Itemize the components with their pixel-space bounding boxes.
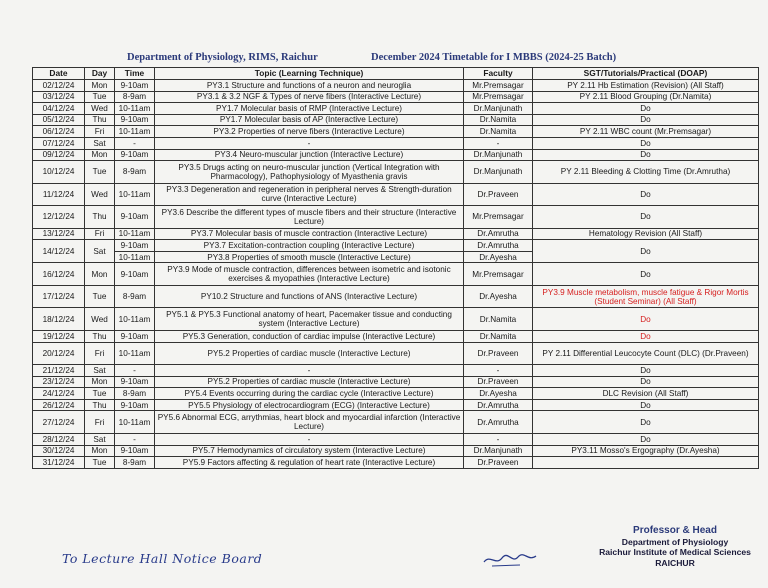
table-cell: PY5.1 & PY5.3 Functional anatomy of heart, Pacemaker tissue and conducting system (Interactive Lecture) bbox=[155, 308, 464, 331]
table-cell: Thu bbox=[85, 114, 115, 126]
table-cell: Dr.Praveen bbox=[464, 457, 533, 469]
table-cell: PY5.2 Properties of cardiac muscle (Interactive Lecture) bbox=[155, 376, 464, 388]
table-cell: PY5.6 Abnormal ECG, arrythmias, heart block and myocardial infarction (Interactive Lecture) bbox=[155, 411, 464, 434]
table-cell: 30/12/24 bbox=[33, 445, 85, 457]
table-cell: PY3.1 & 3.2 NGF & Types of nerve fibers (Interactive Lecture) bbox=[155, 91, 464, 103]
table-cell: PY10.2 Structure and functions of ANS (Interactive Lecture) bbox=[155, 285, 464, 308]
table-row bbox=[33, 433, 759, 445]
table-row bbox=[33, 388, 759, 400]
table-cell: PY3.6 Describe the different types of muscle fibers and their structure (Interactive Lecture) bbox=[155, 206, 464, 229]
table-header-row bbox=[33, 68, 759, 80]
table-cell: Tue bbox=[85, 91, 115, 103]
table-cell: 8-9am bbox=[115, 388, 155, 400]
table-cell: - bbox=[155, 365, 464, 377]
table-cell bbox=[533, 457, 759, 469]
table-cell: Sat bbox=[85, 240, 115, 263]
table-row bbox=[33, 80, 759, 92]
table-cell: Tue bbox=[85, 457, 115, 469]
table-cell: Tue bbox=[85, 388, 115, 400]
table-cell: Hematology Revision (All Staff) bbox=[533, 228, 759, 240]
table-cell: 10-11am bbox=[115, 251, 155, 263]
table-cell: PY3.9 Mode of muscle contraction, differences between isometric and isotonic exercises & myopathies (Interactive Lecture) bbox=[155, 263, 464, 286]
table-cell: Dr.Manjunath bbox=[464, 103, 533, 115]
table-cell: 03/12/24 bbox=[33, 91, 85, 103]
table-cell: PY5.9 Factors affecting & regulation of heart rate (Interactive Lecture) bbox=[155, 457, 464, 469]
table-cell: 9-10am bbox=[115, 240, 155, 252]
table-cell: 10-11am bbox=[115, 126, 155, 138]
table-cell: Do bbox=[533, 263, 759, 286]
table-cell: PY3.11 Mosso's Ergography (Dr.Ayesha) bbox=[533, 445, 759, 457]
table-cell: Dr.Manjunath bbox=[464, 161, 533, 184]
timetable bbox=[32, 67, 759, 469]
table-cell: Do bbox=[533, 365, 759, 377]
table-row bbox=[33, 399, 759, 411]
table-cell: Mon bbox=[85, 80, 115, 92]
table-cell: Do bbox=[533, 399, 759, 411]
table-row bbox=[33, 285, 759, 308]
table-cell: PY3.8 Properties of smooth muscle (Interactive Lecture) bbox=[155, 251, 464, 263]
table-cell: PY5.7 Hemodynamics of circulatory system (Interactive Lecture) bbox=[155, 445, 464, 457]
table-cell: - bbox=[155, 433, 464, 445]
table-cell: 9-10am bbox=[115, 114, 155, 126]
table-cell: 8-9am bbox=[115, 285, 155, 308]
table-row bbox=[33, 114, 759, 126]
table-cell: Do bbox=[533, 433, 759, 445]
table-cell: Dr.Manjunath bbox=[464, 445, 533, 457]
table-cell: PY1.7 Molecular basis of RMP (Interactive Lecture) bbox=[155, 103, 464, 115]
table-cell: Wed bbox=[85, 183, 115, 206]
table-cell: Dr.Namita bbox=[464, 126, 533, 138]
table-row bbox=[33, 240, 759, 252]
table-cell: Mr.Premsagar bbox=[464, 91, 533, 103]
signature-line: Raichur Institute of Medical Sciences bbox=[599, 547, 751, 558]
table-cell: 9-10am bbox=[115, 376, 155, 388]
table-cell: Dr.Ayesha bbox=[464, 285, 533, 308]
table-cell: 17/12/24 bbox=[33, 285, 85, 308]
table-cell: - bbox=[115, 433, 155, 445]
table-row bbox=[33, 137, 759, 149]
table-cell: Fri bbox=[85, 411, 115, 434]
table-cell: PY 2.11 Differential Leucocyte Count (DLC) (Dr.Praveen) bbox=[533, 342, 759, 365]
table-cell: - bbox=[115, 365, 155, 377]
table-cell: Dr.Namita bbox=[464, 114, 533, 126]
table-cell: 8-9am bbox=[115, 457, 155, 469]
column-header: Date bbox=[33, 68, 85, 80]
table-row bbox=[33, 376, 759, 388]
table-cell: Mon bbox=[85, 149, 115, 161]
table-cell: PY3.9 Muscle metabolism, muscle fatigue & Rigor Mortis (Student Seminar) (All Staff) bbox=[533, 285, 759, 308]
table-cell: 28/12/24 bbox=[33, 433, 85, 445]
table-cell: - bbox=[155, 137, 464, 149]
table-cell: PY3.5 Drugs acting on neuro-muscular junction (Vertical Integration with Pharmacology), Pathophysiology of Myasthenia gravis bbox=[155, 161, 464, 184]
table-cell: 10-11am bbox=[115, 228, 155, 240]
table-row bbox=[33, 103, 759, 115]
table-cell: Dr.Manjunath bbox=[464, 149, 533, 161]
table-row bbox=[33, 330, 759, 342]
table-cell: Do bbox=[533, 137, 759, 149]
table-cell: 21/12/24 bbox=[33, 365, 85, 377]
table-row bbox=[33, 91, 759, 103]
signature-title: Professor & Head bbox=[633, 525, 717, 536]
table-cell: 9-10am bbox=[115, 330, 155, 342]
table-cell: PY 2.11 Bleeding & Clotting Time (Dr.Amrutha) bbox=[533, 161, 759, 184]
table-cell: Dr.Ayesha bbox=[464, 388, 533, 400]
table-cell: 9-10am bbox=[115, 149, 155, 161]
column-header: Topic (Learning Technique) bbox=[155, 68, 464, 80]
table-cell: 10-11am bbox=[115, 308, 155, 331]
table-cell: PY5.2 Properties of cardiac muscle (Interactive Lecture) bbox=[155, 342, 464, 365]
table-cell: Mon bbox=[85, 445, 115, 457]
table-cell: Dr.Amrutha bbox=[464, 228, 533, 240]
table-cell: Tue bbox=[85, 285, 115, 308]
table-cell: 26/12/24 bbox=[33, 399, 85, 411]
table-cell: 16/12/24 bbox=[33, 263, 85, 286]
table-row bbox=[33, 126, 759, 138]
signature-line: Department of Physiology bbox=[621, 537, 729, 547]
table-cell: Dr.Amrutha bbox=[464, 411, 533, 434]
table-cell: 11/12/24 bbox=[33, 183, 85, 206]
table-cell: Fri bbox=[85, 228, 115, 240]
column-header: SGT/Tutorials/Practical (DOAP) bbox=[533, 68, 759, 80]
table-cell: Dr.Praveen bbox=[464, 342, 533, 365]
table-cell: PY 2.11 Blood Grouping (Dr.Namita) bbox=[533, 91, 759, 103]
table-cell: Do bbox=[533, 103, 759, 115]
table-cell: PY5.3 Generation, conduction of cardiac impulse (Interactive Lecture) bbox=[155, 330, 464, 342]
table-cell: 10/12/24 bbox=[33, 161, 85, 184]
table-cell: PY5.5 Physiology of electrocardiogram (ECG) (Interactive Lecture) bbox=[155, 399, 464, 411]
table-cell: Sat bbox=[85, 365, 115, 377]
table-cell: Wed bbox=[85, 308, 115, 331]
table-cell: 24/12/24 bbox=[33, 388, 85, 400]
table-cell: 18/12/24 bbox=[33, 308, 85, 331]
table-row bbox=[33, 183, 759, 206]
table-cell: 9-10am bbox=[115, 445, 155, 457]
table-cell: 13/12/24 bbox=[33, 228, 85, 240]
table-cell: 20/12/24 bbox=[33, 342, 85, 365]
table-cell: 02/12/24 bbox=[33, 80, 85, 92]
table-row bbox=[33, 308, 759, 331]
table-cell: Fri bbox=[85, 126, 115, 138]
table-cell: Mr.Premsagar bbox=[464, 80, 533, 92]
table-cell: 8-9am bbox=[115, 161, 155, 184]
table-cell: Dr.Ayesha bbox=[464, 251, 533, 263]
table-cell: Thu bbox=[85, 330, 115, 342]
table-cell: 31/12/24 bbox=[33, 457, 85, 469]
table-cell: 04/12/24 bbox=[33, 103, 85, 115]
timetable-title: December 2024 Timetable for I MBBS (2024-25 Batch) bbox=[371, 52, 617, 63]
table-row bbox=[33, 457, 759, 469]
table-cell: Dr.Amrutha bbox=[464, 399, 533, 411]
table-cell: Do bbox=[533, 376, 759, 388]
table-cell: PY 2.11 WBC count (Mr.Premsagar) bbox=[533, 126, 759, 138]
table-cell: PY3.1 Structure and functions of a neuron and neuroglia bbox=[155, 80, 464, 92]
signature-line: RAICHUR bbox=[655, 557, 695, 568]
table-cell: 8-9am bbox=[115, 91, 155, 103]
table-cell: 10-11am bbox=[115, 411, 155, 434]
signature-block bbox=[585, 525, 765, 568]
table-cell: Mr.Premsagar bbox=[464, 206, 533, 229]
table-cell: Do bbox=[533, 206, 759, 229]
table-cell: 05/12/24 bbox=[33, 114, 85, 126]
table-cell: Mon bbox=[85, 263, 115, 286]
table-cell: Do bbox=[533, 308, 759, 331]
table-cell: 07/12/24 bbox=[33, 137, 85, 149]
table-cell: Sat bbox=[85, 433, 115, 445]
table-cell: 10-11am bbox=[115, 103, 155, 115]
table-row bbox=[33, 411, 759, 434]
column-header: Time bbox=[115, 68, 155, 80]
table-cell: - bbox=[464, 137, 533, 149]
table-cell: 9-10am bbox=[115, 263, 155, 286]
table-cell: 9-10am bbox=[115, 399, 155, 411]
table-cell: Do bbox=[533, 114, 759, 126]
table-cell: 09/12/24 bbox=[33, 149, 85, 161]
table-cell: Dr.Amrutha bbox=[464, 240, 533, 252]
table-cell: 14/12/24 bbox=[33, 240, 85, 263]
table-cell: 06/12/24 bbox=[33, 126, 85, 138]
table-cell: PY1.7 Molecular basis of AP (Interactive Lecture) bbox=[155, 114, 464, 126]
column-header: Faculty bbox=[464, 68, 533, 80]
table-cell: Fri bbox=[85, 342, 115, 365]
table-cell: Wed bbox=[85, 103, 115, 115]
signature-scribble bbox=[480, 550, 540, 570]
table-cell: - bbox=[115, 137, 155, 149]
table-row bbox=[33, 342, 759, 365]
table-cell: 19/12/24 bbox=[33, 330, 85, 342]
table-cell: 23/12/24 bbox=[33, 376, 85, 388]
table-cell: Mon bbox=[85, 376, 115, 388]
table-cell: Dr.Praveen bbox=[464, 376, 533, 388]
department-title: Department of Physiology, RIMS, Raichur bbox=[127, 52, 318, 63]
table-cell: PY3.7 Excitation-contraction coupling (Interactive Lecture) bbox=[155, 240, 464, 252]
table-cell: 10-11am bbox=[115, 183, 155, 206]
table-cell: Thu bbox=[85, 206, 115, 229]
table-cell: DLC Revision (All Staff) bbox=[533, 388, 759, 400]
column-header: Day bbox=[85, 68, 115, 80]
table-cell: PY5.4 Events occurring during the cardiac cycle (Interactive Lecture) bbox=[155, 388, 464, 400]
table-row bbox=[33, 228, 759, 240]
table-cell: Do bbox=[533, 411, 759, 434]
table-cell: PY3.7 Molecular basis of muscle contraction (Interactive Lecture) bbox=[155, 228, 464, 240]
table-cell: - bbox=[464, 365, 533, 377]
table-cell: Do bbox=[533, 149, 759, 161]
table-cell: Thu bbox=[85, 399, 115, 411]
table-row bbox=[33, 263, 759, 286]
table-cell: Do bbox=[533, 240, 759, 263]
table-cell: 9-10am bbox=[115, 206, 155, 229]
table-cell: Dr.Namita bbox=[464, 330, 533, 342]
table-cell: PY3.3 Degeneration and regeneration in peripheral nerves & Strength-duration curve (Interactive Lecture) bbox=[155, 183, 464, 206]
table-cell: PY3.4 Neuro-muscular junction (Interactive Lecture) bbox=[155, 149, 464, 161]
table-row bbox=[33, 161, 759, 184]
table-cell: - bbox=[464, 433, 533, 445]
table-cell: 10-11am bbox=[115, 342, 155, 365]
table-cell: PY 2.11 Hb Estimation (Revision) (All Staff) bbox=[533, 80, 759, 92]
handwritten-note: To Lecture Hall Notice Board bbox=[62, 551, 263, 566]
table-cell: Do bbox=[533, 183, 759, 206]
table-cell: Dr.Praveen bbox=[464, 183, 533, 206]
table-row bbox=[33, 149, 759, 161]
table-cell: 9-10am bbox=[115, 80, 155, 92]
table-cell: Sat bbox=[85, 137, 115, 149]
table-cell: Dr.Namita bbox=[464, 308, 533, 331]
table-cell: PY3.2 Properties of nerve fibers (Interactive Lecture) bbox=[155, 126, 464, 138]
table-row bbox=[33, 206, 759, 229]
table-cell: Do bbox=[533, 330, 759, 342]
table-cell: 27/12/24 bbox=[33, 411, 85, 434]
table-cell: Tue bbox=[85, 161, 115, 184]
table-row bbox=[33, 445, 759, 457]
table-row bbox=[33, 365, 759, 377]
table-cell: Mr.Premsagar bbox=[464, 263, 533, 286]
table-cell: 12/12/24 bbox=[33, 206, 85, 229]
